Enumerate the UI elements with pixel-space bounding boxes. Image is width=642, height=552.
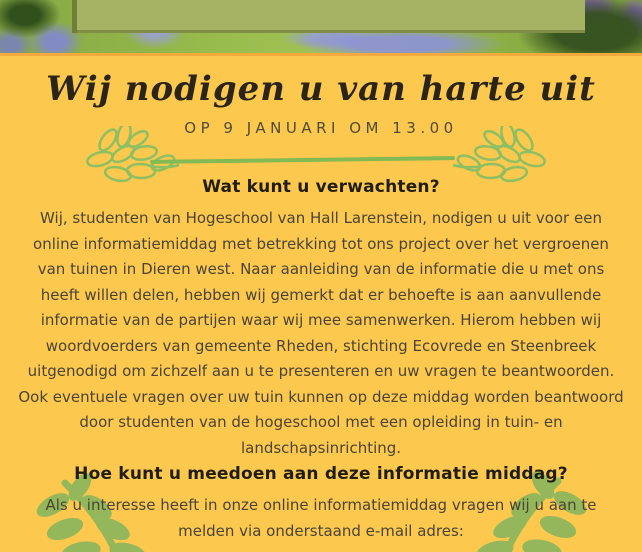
event-datetime: OP 9 JANUARI OM 13.00 xyxy=(184,119,458,137)
paragraph-intro: Wij, studenten van Hogeschool van Hall Larenstein, nodigen u uit voor een online informatiemiddag met betrekking tot ons project over het vergroenen van tuinen in Dieren west. Naar aanleiding van de informatie die u met ons heeft willen delen, hebben wij gemerkt dat er behoefte is aan aanvullende informatie van de partijen waar wij mee samenwerken. Hierom hebben wij woordvoerders van gemeente Rheden, stichting Ecovrede en Steenbreek uitgenodigd om zichzelf aan u te presenteren en uw vragen te beantwoorden. xyxy=(27,209,615,380)
paragraph-signup: Als u interesse heeft in onze online informatiemiddag vragen wij u aan te melden via onderstaand e-mail adres: xyxy=(45,496,597,540)
section-heading-join: Hoe kunt u meedoen aan deze informatie middag? xyxy=(74,464,568,484)
section-heading-expect: Wat kunt u verwachten? xyxy=(202,177,440,197)
garden-photo xyxy=(0,0,642,56)
paragraph-garden-questions: Ook eventuele vragen over uw tuin kunnen op deze middag worden beantwoord door studenten van de hogeschool met een opleiding in tuin- en landschapsinrichting. xyxy=(18,387,624,457)
flyer-body xyxy=(0,66,642,544)
page-title: Wij nodigen u van harte uit xyxy=(46,69,596,109)
top-banner xyxy=(72,0,585,33)
